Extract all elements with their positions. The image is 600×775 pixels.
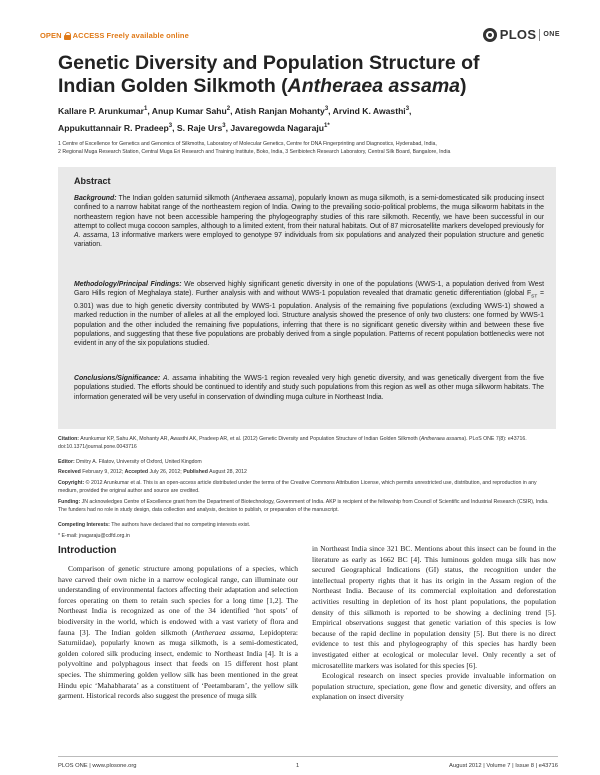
journal-header xyxy=(40,27,560,45)
competing-interests: Competing Interests: The authors have declared that no competing interests exist. xyxy=(58,522,251,528)
introduction-heading: Introduction xyxy=(58,545,117,556)
abstract-box xyxy=(58,167,556,429)
affiliations: 1 Centre of Excellence for Genetics and Genomics of Silkmoths, Laboratory of Molecular Genetics, Centre for DNA Fingerprinting and Diagnostics, Hyderabad, India, 2 Regional Muga Research Station, Central Muga Eri Research and Training Institute, Boko, India, 3 Seribiotech Research Laboratory, Central Silk Board, Bangalore, India xyxy=(58,141,451,156)
author-list xyxy=(58,102,528,137)
plos-circle-icon xyxy=(483,28,497,42)
footer-issue: August 2012 | Volume 7 | Issue 8 | e43716 xyxy=(449,763,558,769)
author: Atish Ranjan Mohanty$^3$, xyxy=(234,105,333,116)
author: Appukuttannair R. Pradeep$^3$, xyxy=(58,123,177,134)
author: Kallare P. Arunkumar$^1$, xyxy=(58,105,152,116)
article-title: Genetic Diversity and Population Structure of Indian Golden Silkmoth (Antheraea assama) xyxy=(58,52,480,97)
intro-left-column: Comparison of genetic structure among populations of a species, which have carved their own niche in a narrow ecological range, can illuminate our understanding of environmental factors affecting their adaptation and selection forces operating on them to retain such species for a long time [1,2]. The Northeast India is recognized as one of the 34 identified ‘hot spots’ of biodiversity in the world, which is endowed with a vast variety of flora and fauna [3]. The Indian golden silkmoth (Antheraea assama, Lepidoptera: Saturniidae), popularly known as muga silkmoth, is a semi-domesticated, golden colored silk producing insect, endemic to Northeast India [4]. It is a polyvoltine and polyphagous insect that feeds on 15 different host plant species. The shimmering golden yellow silk has been mentioned in the great Hindu epic ‘Mahabharata’ as a constituent of ‘Peetambaram’, the yellow silk garment. Historical records also suggest the presence of muga silk xyxy=(58,564,299,701)
copyright: Copyright: © 2012 Arunkumar et al. This is an open-access article distributed under the terms of the Creative Commons Attribution License, which permits unrestricted use, distribution, and reproduction in any medium, provided the original author and source are credited. xyxy=(58,480,537,494)
author: Anup Kumar Sahu$^2$, xyxy=(151,105,235,116)
funding: Funding: JN acknowledges Centre of Excellence grant from the Department of Biotechnology, Government of India. AKP is recipient of the fellowship from Council of Scientific and Industrial Research (CSIR), India. The funders had no role in study design, data collection and analysis, decision to publish, or preparation of the manuscript. xyxy=(58,499,549,513)
abstract-methods: Methodology/Principal Findings: We observed highly significant genetic diversity in one of the populations (WWS-1, a population derived from West Garo Hills region of Meghalaya state). Further analysis with and without WWS-1 population revealed that dramatic genetic differentiation (global $F_{ST} = 0.301$) was due to high genetic diversity contributed by WWS-1 population. Analysis of the remaining five populations (excluding WWS-1) showed a marked reduction in the number of alleles at all the employed loci. Structure analysis showed the presence of only two clusters: one formed by WWS-1 population and the other included the remaining five populations, inferring that there is no significant genetic diversity within and between these five populations, and suggesting that these five populations are probably derived from a single population. Patterns of recent population bottlenecks were not evident in any of the six populations studied. xyxy=(74,281,544,348)
page-number: 1 xyxy=(296,763,300,769)
open-lock-icon xyxy=(64,32,71,40)
dates: Received February 9, 2012; Accepted July 26, 2012; Published August 28, 2012 xyxy=(58,469,247,475)
abstract-conclusions: Conclusions/Significance: A. assama inhabiting the WWS-1 region revealed very high genetic diversity, and was genetically divergent from the five populations studied. The efforts should be continued to identify and study such populations from this region as well as other muga silkworm habitats. The information generated will be very useful in conservation of dwindling muga culture in Northeast India. xyxy=(74,375,544,401)
logo-divider xyxy=(539,29,540,41)
plos-one-logo: PLOS ONE xyxy=(483,27,560,42)
email: * E-mail: jnagaraju@cdfd.org.in xyxy=(58,533,130,539)
abstract-heading: Abstract xyxy=(74,176,111,186)
author: Javaregowda Nagaraju$^{1*}$ xyxy=(230,123,330,134)
citation: Citation: Arunkumar KP, Sahu AK, Mohanty AR, Awasthi AK, Pradeep AR, et al. (2012) Genetic Diversity and Population Structure of Indian Golden Silkmoth (Antheraea assama). PLoS ONE 7(8): e43716. doi:10.1371/journal.pone.0043716 xyxy=(58,436,527,450)
author: Arvind K. Awasthi$^3$, xyxy=(332,105,412,116)
editor: Editor: Dmitry A. Filatov, University of Oxford, United Kingdom xyxy=(58,459,202,465)
footer-rule xyxy=(58,756,558,757)
open-access-badge: OPEN ACCESS Freely available online xyxy=(40,31,189,40)
abstract-background: Background: The Indian golden saturniid silkmoth (Antheraea assama), popularly known as muga silkmoth, is a semi-domesticated silk producing insect confined to a narrow habitat range of the northeastern region of India. Owing to the prevailing socio-political problems, the muga silkworm habitats in the northeastern region have not been accessible hampering the phylogeography studies of this rare silkmoth. Recently, we have been successful in our attempt to collect muga cocoon samples, although to a limited extent, from their natural habitats. Out of 87 microsatellite markers developed previously for A. assama, 13 informative markers were employed to genotype 97 individuals from six populations and analyzed their population structure and genetic variation. xyxy=(74,195,544,249)
intro-right-column: in Northeast India since 321 BC. Mentions about this insect can be found in the literature as early as 1662 BC [4]. This luminous golden muga silk has now secured Geographical Indications (GI) status, the recognition under the intellectual property rights that it has its origin in the Assam region of the Northeast India. Because of its commercial exploitation and deforestation activities resulting in depletion of its host plant populations, the population density of this silkmoth is reported to be showing a declining trend [5]. Empirical observations suggest that genetic variation of this species is low because of the rapid decline in population density [5]. But there is no direct evidence to test this and phylogeography of this species has hardly been investigated either at ecological or molecular level. Only recently a set of microsatellite markers was isolated for this species [6]. Ecological research on insect species provide invaluable information on population structure, speciation, gene flow and genetic diversity, and offers an explanation on insect diversity xyxy=(312,544,556,702)
author: S. Raje Urs$^3$, xyxy=(176,123,231,134)
footer-journal: PLOS ONE | www.plosone.org xyxy=(58,763,137,769)
